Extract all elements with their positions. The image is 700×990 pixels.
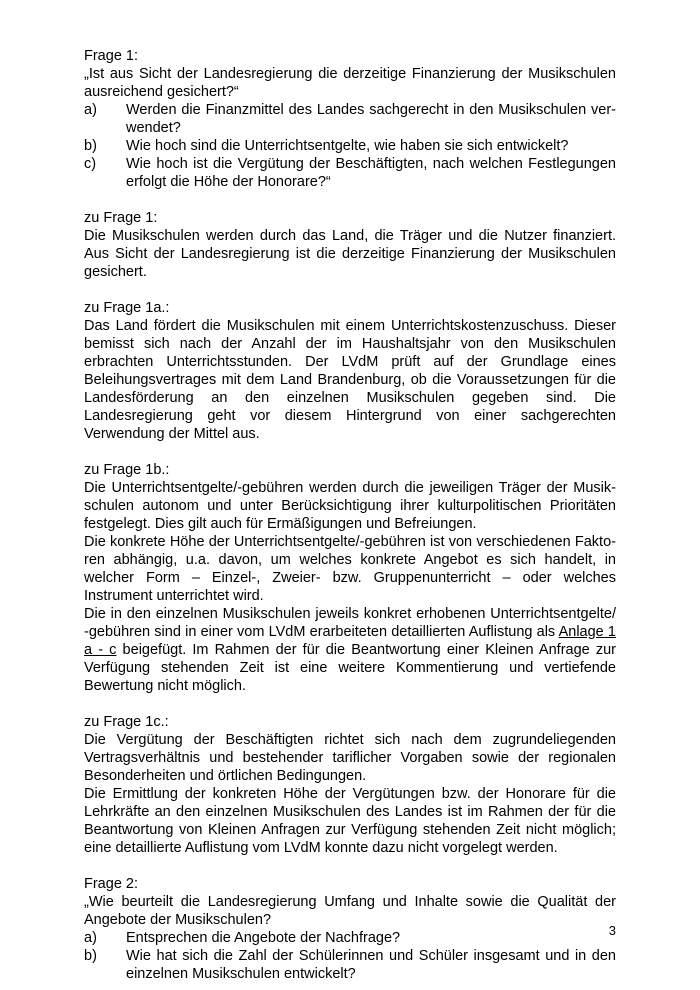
- question-2: [84, 875, 616, 983]
- item-text: Wie hoch ist die Vergütung der Beschäftigten, nach welchen Festlegungen erfolgt die Höhe der Honorare?“: [126, 156, 616, 190]
- answer-1b-paragraph-3: [84, 605, 616, 695]
- item-text: Wie hoch sind die Unterrichtsentgelte, wie haben sie sich entwickelt?: [126, 138, 569, 154]
- question-1-intro: „Ist aus Sicht der Landesregierung die derzeitige Finanzierung der Musikschulen ausreichend gesichert?“: [84, 66, 616, 100]
- answer-1c-paragraph-1: Die Vergütung der Beschäftigten richtet sich nach dem zugrundeliegenden Vertragsverhältnis und bestehender tariflicher Vorgaben sowie der regionalen Besonderheiten und örtlichen Bedingungen.: [84, 732, 616, 784]
- question-2-item-b: [84, 947, 616, 983]
- answer-1-text: Die Musikschulen werden durch das Land, die Träger und die Nutzer finanziert. Aus Sicht der Landesregierung ist die derzeitige Finanzierung der Musikschulen gesichert.: [84, 228, 616, 280]
- answer-1a-label: zu Frage 1a.:: [84, 300, 170, 316]
- answer-1-label: zu Frage 1:: [84, 210, 158, 226]
- item-letter: c): [84, 156, 97, 172]
- answer-1b: [84, 461, 616, 695]
- document-body: [84, 47, 616, 983]
- answer-1c: [84, 713, 616, 857]
- page-number: 3: [608, 923, 616, 938]
- question-1: [84, 47, 616, 191]
- item-letter: a): [84, 930, 97, 946]
- answer-1: [84, 209, 616, 281]
- answer-1c-label: zu Frage 1c.:: [84, 714, 169, 730]
- answer-1a-text: Das Land fördert die Musikschulen mit einem Unterrichtskostenzuschuss. Dieser bemisst sich nach der Anzahl der im Haushaltsjahr von den Musikschulen erbrachten Unterrichtsstunden. Der LVdM prüft auf der Grundlage eines Beleihungsvertrages mit dem Land Brandenburg, ob die Voraussetzungen für die Landesförderung an den einzelnen Musikschulen gegeben sind. Die Landesregierung geht vor diesem Hintergrund von einer sachgerechten Verwendung der Mittel aus.: [84, 318, 616, 442]
- item-letter: b): [84, 138, 97, 154]
- question-2-intro: „Wie beurteilt die Landesregierung Umfang und Inhalte sowie die Qualität der Angebote der Musikschulen?: [84, 894, 616, 928]
- question-2-item-a: [84, 929, 616, 947]
- question-1-item-b: [84, 137, 616, 155]
- item-text: Wie hat sich die Zahl der Schülerinnen und Schüler insgesamt und in den einzelnen Musikschulen entwickelt?: [126, 948, 616, 982]
- attachment-reference-link[interactable]: Anlage 1 a - c: [84, 624, 616, 658]
- answer-1a: [84, 299, 616, 443]
- item-text: Entsprechen die Angebote der Nachfrage?: [126, 930, 401, 946]
- item-text: Werden die Finanzmittel des Landes sachgerecht in den Musikschulen verwendet?: [126, 102, 616, 136]
- answer-1b-label: zu Frage 1b.:: [84, 462, 170, 478]
- question-1-label: Frage 1:: [84, 48, 138, 64]
- answer-1b-paragraph-2: Die konkrete Höhe der Unterrichtsentgelte/-gebühren ist von verschiedenen Faktoren abhängig, u.a. davon, um welches konkrete Angebot es sich handelt, in welcher Form – Einzel-, Zweier- bzw. Gruppenunterricht – oder welches Instrument unterrichtet wird.: [84, 534, 616, 604]
- question-1-item-a: [84, 101, 616, 137]
- item-letter: a): [84, 102, 97, 118]
- paragraph-text: Die in den einzelnen Musikschulen jeweils konkret erhobenen Unterrichtsentgelte/ -gebühren sind in einer vom LVdM erarbeiteten detaillierten Auflistung als: [84, 606, 616, 640]
- question-2-label: Frage 2:: [84, 876, 138, 892]
- answer-1c-paragraph-2: Die Ermittlung der konkreten Höhe der Vergütungen bzw. der Honorare für die Lehrkräfte an den einzelnen Musikschulen des Landes ist im Rahmen der für die Beantwortung von Kleinen Anfragen zur Verfügung stehenden Zeit nicht möglich; eine detaillierte Auflistung vom LVdM konnte dazu nicht vorgelegt werden.: [84, 786, 616, 856]
- item-letter: b): [84, 948, 97, 964]
- answer-1b-paragraph-1: Die Unterrichtsentgelte/-gebühren werden durch die jeweiligen Träger der Musikschulen autonom und unter Berücksichtigung ihrer kulturpolitischen Prioritäten festgelegt. Dies gilt auch für Ermäßigungen und Befreiungen.: [84, 480, 616, 532]
- paragraph-text: beigefügt. Im Rahmen der für die Beantwortung einer Kleinen Anfrage zur Verfügung stehenden Zeit ist eine weitere Kommentierung und vertiefende Bewertung nicht möglich.: [84, 642, 616, 694]
- question-1-item-c: [84, 155, 616, 191]
